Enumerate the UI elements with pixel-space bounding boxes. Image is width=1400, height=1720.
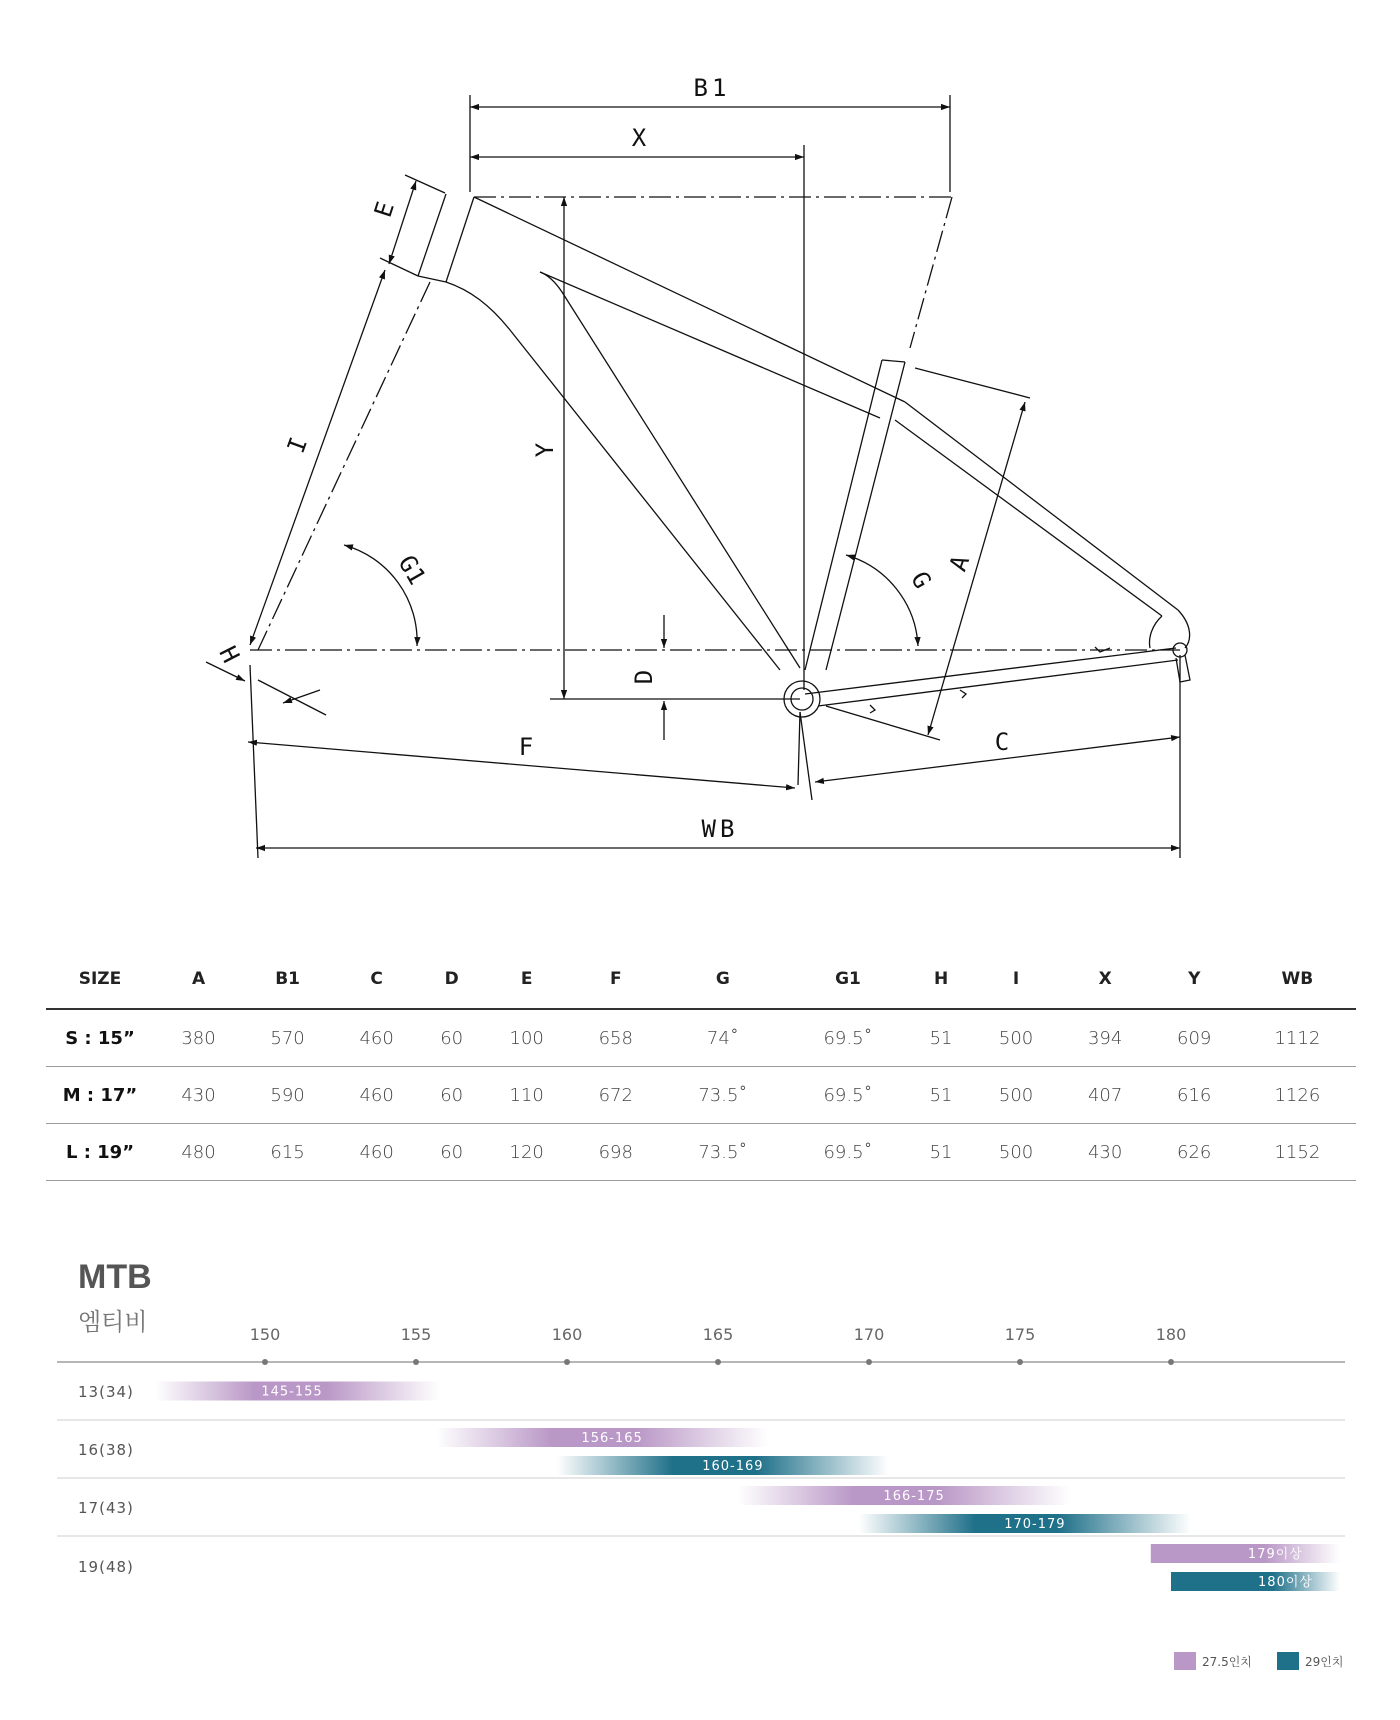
table-cell: 394	[1061, 1009, 1150, 1067]
label-wb: WB	[701, 815, 739, 843]
table-row	[46, 1124, 1356, 1181]
label-f: F	[518, 733, 534, 761]
label-h: H	[213, 641, 245, 668]
dimension-a	[826, 368, 1030, 740]
axis-tick-dot	[866, 1359, 872, 1365]
row-size-label: 19(48)	[78, 1558, 134, 1576]
label-a: A	[943, 551, 976, 575]
table-header: X	[1061, 950, 1150, 1009]
legend-swatch	[1174, 1652, 1196, 1670]
axis-tick-dot	[564, 1359, 570, 1365]
table-cell: 590	[243, 1067, 332, 1124]
axis-tick-dot	[1017, 1359, 1023, 1365]
table-header: Y	[1150, 950, 1239, 1009]
table-header: I	[972, 950, 1061, 1009]
table-cell: 120	[482, 1124, 571, 1181]
size-chart-subtitle: 엠티비	[78, 1308, 148, 1336]
legend-swatch	[1277, 1652, 1299, 1670]
table-cell: 626	[1150, 1124, 1239, 1181]
axis-tick-label: 170	[853, 1325, 885, 1344]
axis-tick-dot	[715, 1359, 721, 1365]
axis-tick-dot	[1168, 1359, 1174, 1365]
table-cell: 672	[571, 1067, 660, 1124]
height-range-bar	[1151, 1544, 1340, 1563]
table-cell: 60	[421, 1067, 482, 1124]
table-header: E	[482, 950, 571, 1009]
table-header: B1	[243, 950, 332, 1009]
label-x: X	[631, 124, 647, 152]
table-cell-size: S : 15”	[46, 1009, 154, 1067]
table-header: H	[911, 950, 972, 1009]
table-cell: 609	[1150, 1009, 1239, 1067]
height-range-label: 156-165	[581, 1431, 643, 1446]
table-cell: 51	[911, 1067, 972, 1124]
dimension-b1	[470, 95, 950, 192]
table-cell: 460	[332, 1124, 421, 1181]
table-cell: 73.5˚	[660, 1124, 785, 1181]
table-cell: 69.5˚	[785, 1067, 910, 1124]
row-size-label: 16(38)	[78, 1441, 134, 1459]
dimension-x	[470, 145, 804, 690]
table-header-row	[46, 950, 1356, 1009]
table-cell: 500	[972, 1009, 1061, 1067]
height-range-label: 170-179	[1004, 1517, 1066, 1532]
table-cell: 430	[1061, 1124, 1150, 1181]
table-cell: 100	[482, 1009, 571, 1067]
angle-g	[846, 555, 918, 646]
table-cell: 407	[1061, 1067, 1150, 1124]
dimension-h	[206, 662, 326, 715]
table-row	[46, 1067, 1356, 1124]
label-y: Y	[531, 442, 559, 458]
table-cell: 110	[482, 1067, 571, 1124]
height-range-label: 179이상	[1247, 1547, 1303, 1562]
table-row	[46, 1009, 1356, 1067]
height-range-label: 180이상	[1258, 1575, 1313, 1590]
label-i: I	[281, 433, 314, 457]
table-cell: 616	[1150, 1067, 1239, 1124]
dimension-y	[550, 197, 800, 699]
geometry-table	[46, 950, 1356, 1181]
height-range-label: 145-155	[261, 1384, 323, 1400]
legend-label: 27.5인치	[1202, 1655, 1252, 1669]
table-cell: 500	[972, 1124, 1061, 1181]
axis-tick-label: 150	[249, 1325, 281, 1344]
rider-height-chart	[0, 1300, 1400, 1720]
label-d: D	[630, 669, 658, 685]
axis-tick-label: 175	[1004, 1325, 1036, 1344]
height-range-label: 166-175	[883, 1489, 945, 1504]
label-e: E	[368, 198, 400, 221]
table-cell: 658	[571, 1009, 660, 1067]
table-header: G1	[785, 950, 910, 1009]
row-size-label: 13(34)	[78, 1383, 134, 1401]
axis-tick-dot	[413, 1359, 419, 1365]
table-cell: 380	[154, 1009, 243, 1067]
axis-tick-label: 155	[400, 1325, 432, 1344]
axis-tick-dot	[262, 1359, 268, 1365]
table-cell: 60	[421, 1009, 482, 1067]
label-b1: B1	[693, 74, 731, 102]
table-header: D	[421, 950, 482, 1009]
axis-tick-label: 180	[1155, 1325, 1187, 1344]
table-cell: 430	[154, 1067, 243, 1124]
table-cell: 1112	[1239, 1009, 1356, 1067]
height-range-bar	[1171, 1572, 1340, 1591]
row-size-label: 17(43)	[78, 1499, 134, 1517]
table-cell: 460	[332, 1009, 421, 1067]
table-header: A	[154, 950, 243, 1009]
table-header: F	[571, 950, 660, 1009]
label-c: C	[994, 728, 1010, 756]
table-cell: 60	[421, 1124, 482, 1181]
table-header: SIZE	[46, 950, 154, 1009]
table-header: C	[332, 950, 421, 1009]
label-g: G	[905, 566, 937, 594]
table-cell: 460	[332, 1067, 421, 1124]
table-cell: 570	[243, 1009, 332, 1067]
table-cell: 480	[154, 1124, 243, 1181]
height-range-label: 160-169	[702, 1459, 764, 1474]
label-g1: G1	[392, 550, 432, 590]
table-cell: 500	[972, 1067, 1061, 1124]
table-cell: 1126	[1239, 1067, 1356, 1124]
table-cell: 51	[911, 1124, 972, 1181]
table-header: G	[660, 950, 785, 1009]
legend-label: 29인치	[1305, 1655, 1344, 1669]
construction-lines	[250, 197, 1180, 650]
axis-tick-label: 160	[551, 1325, 583, 1344]
table-cell: 51	[911, 1009, 972, 1067]
table-cell: 69.5˚	[785, 1124, 910, 1181]
table-cell: 1152	[1239, 1124, 1356, 1181]
table-cell-size: M : 17”	[46, 1067, 154, 1124]
dimension-i	[250, 270, 385, 645]
table-cell: 615	[243, 1124, 332, 1181]
table-cell: 69.5˚	[785, 1009, 910, 1067]
table-cell: 73.5˚	[660, 1067, 785, 1124]
axis-tick-label: 165	[702, 1325, 734, 1344]
table-cell-size: L : 19”	[46, 1124, 154, 1181]
table-header: WB	[1239, 950, 1356, 1009]
table-cell: 74˚	[660, 1009, 785, 1067]
table-cell: 698	[571, 1124, 660, 1181]
size-chart-title: MTB	[78, 1258, 152, 1296]
